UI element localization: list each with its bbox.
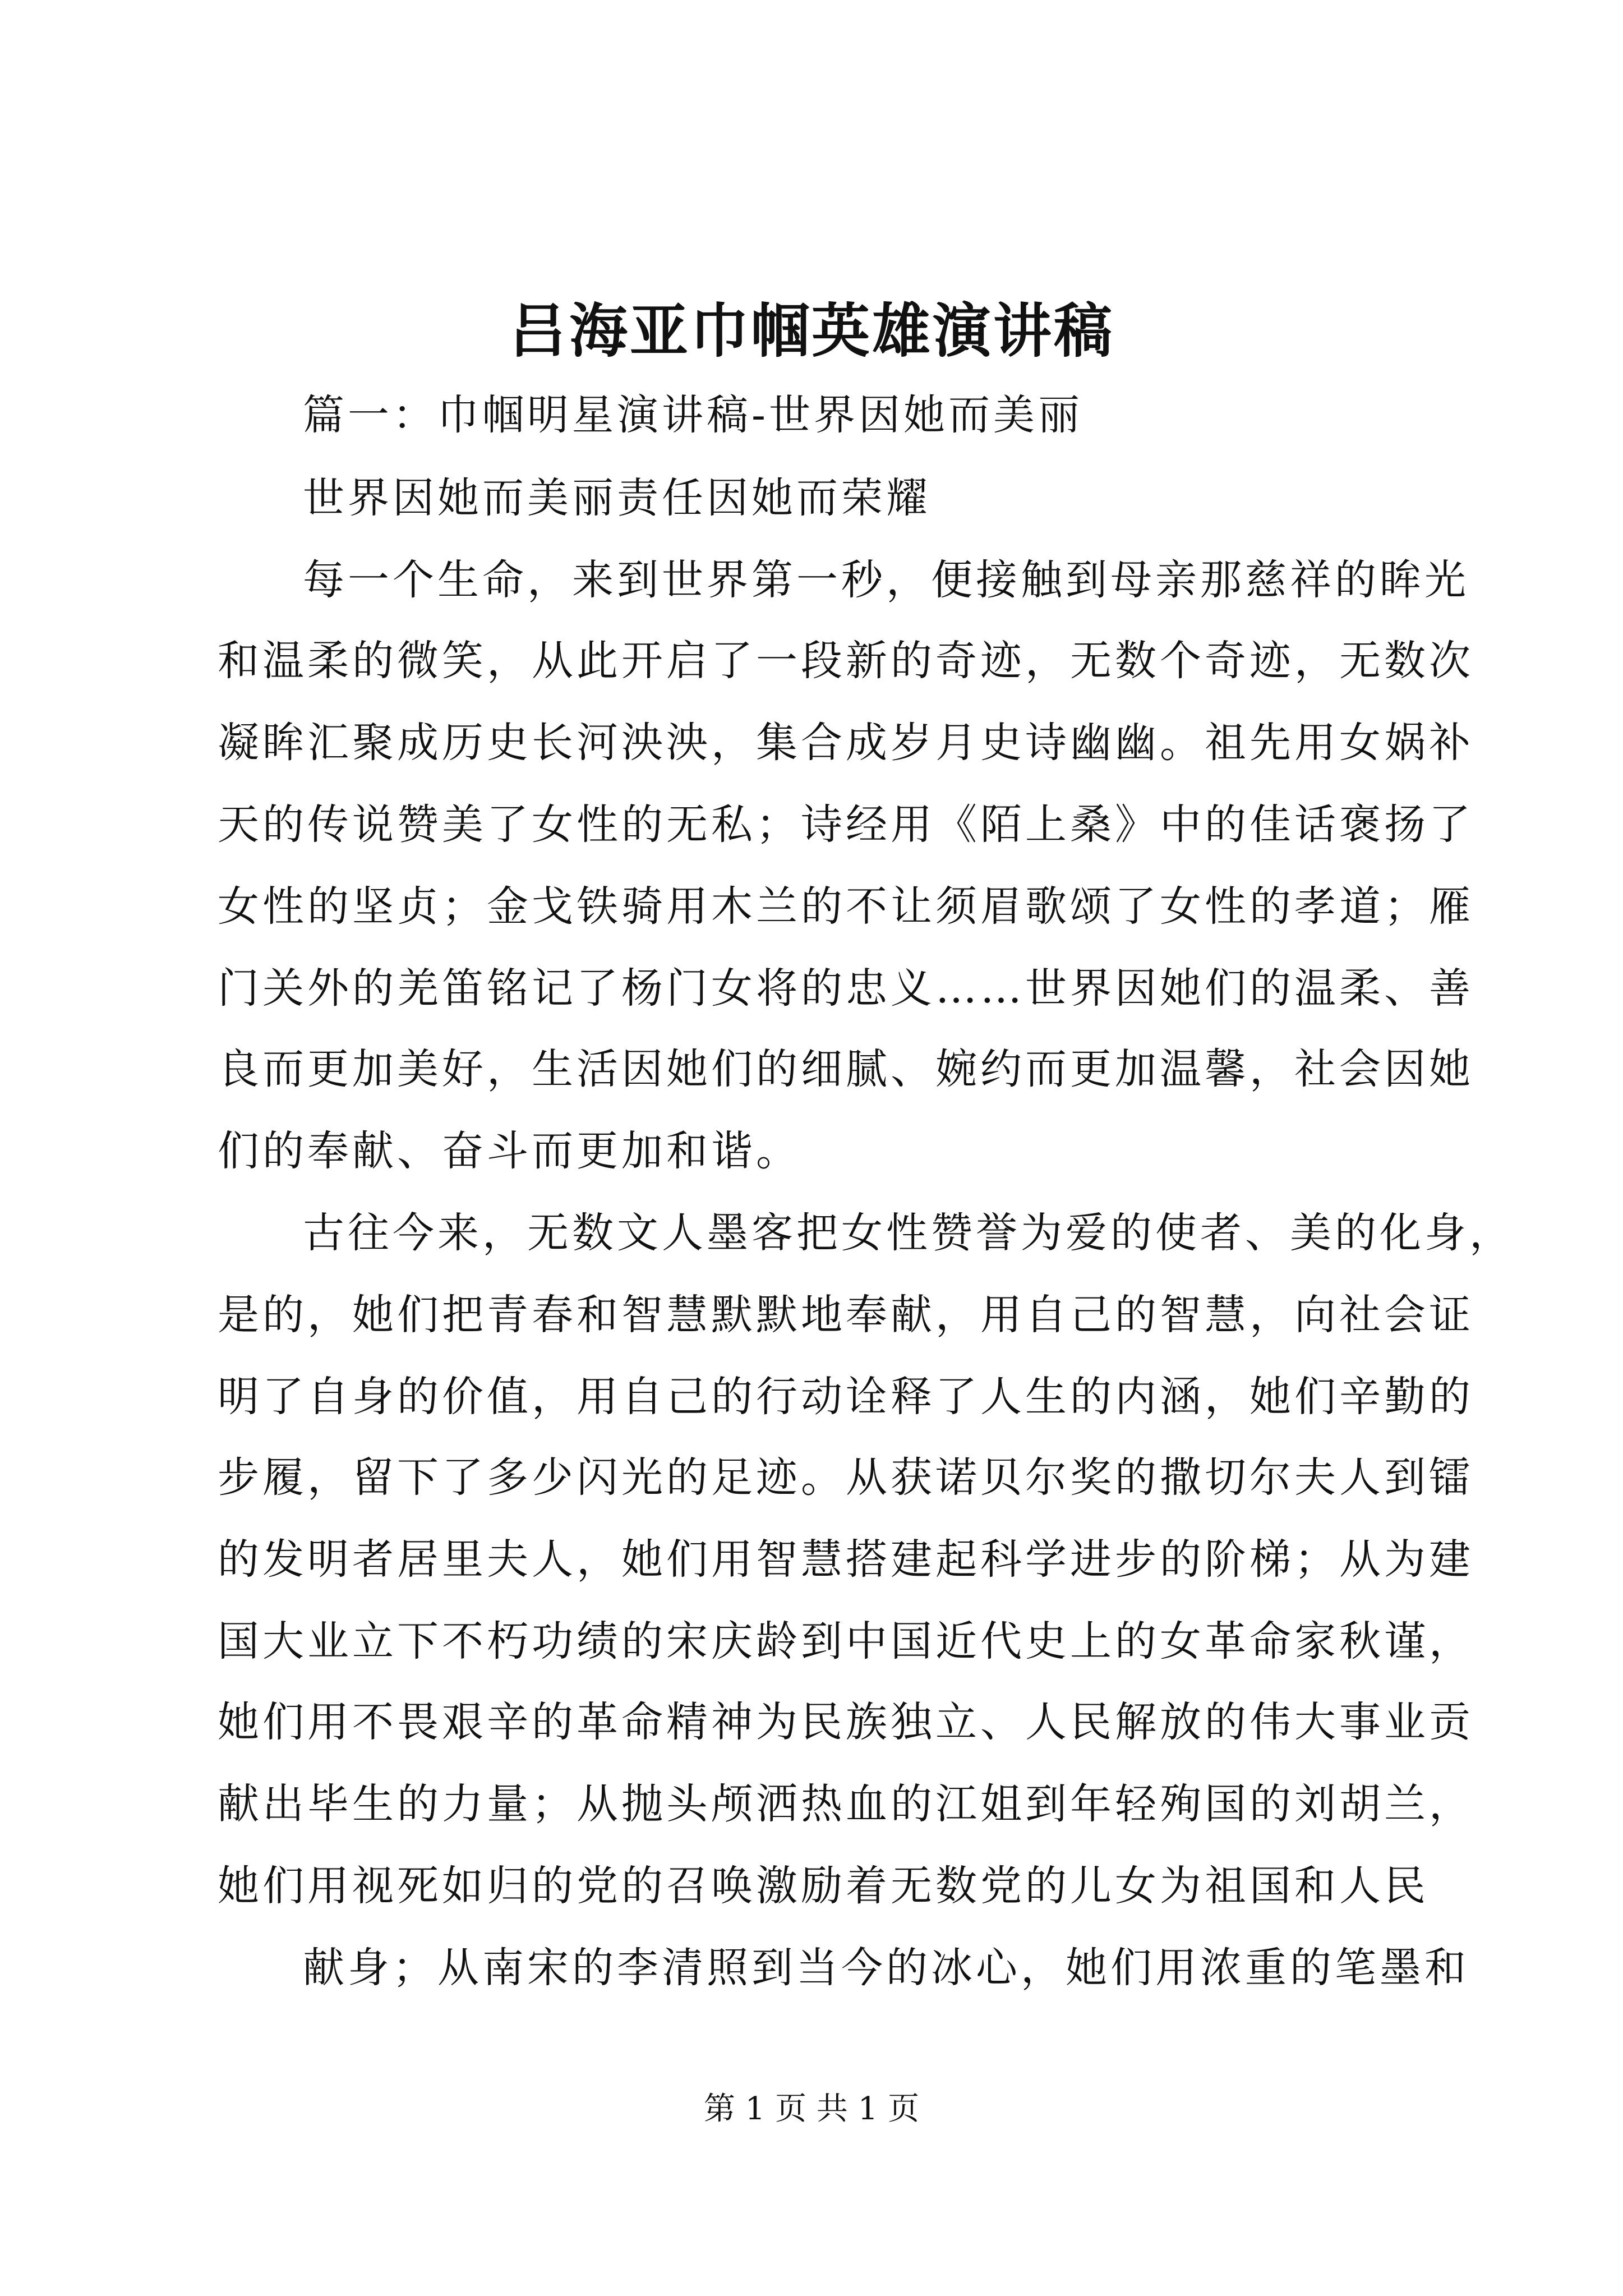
page-number-footer: 第 1 页 共 1 页 — [703, 2091, 920, 2127]
document-title: 吕海亚巾帼英雄演讲稿 — [508, 296, 1114, 365]
paragraph-line: 明了自身的价值，用自己的行动诠释了人生的内涵，她们辛勤的 — [218, 1373, 1474, 1421]
paragraph-line: 天的传说赞美了女性的无私；诗经用《陌上桑》中的佳话褒扬了 — [218, 800, 1474, 849]
paragraph-line: 献出毕生的力量；从抛头颅洒热血的江姐到年轻殉国的刘胡兰， — [218, 1780, 1474, 1828]
paragraph-line: 门关外的羌笛铭记了杨门女将的忠义……世界因她们的温柔、善 — [218, 964, 1474, 1013]
paragraph-line: 古往今来，无数文人墨客把女性赞誉为爱的使者、美的化身， — [303, 1209, 1514, 1257]
paragraph-line: 的发明者居里夫人，她们用智慧搭建起科学进步的阶梯；从为建 — [218, 1535, 1474, 1584]
paragraph-line: 每一个生命，来到世界第一秒，便接触到母亲那慈祥的眸光 — [303, 556, 1469, 604]
paragraph-line: 良而更加美好，生活因她们的细腻、婉约而更加温馨，社会因她 — [218, 1045, 1474, 1093]
paragraph-line: 们的奉献、奋斗而更加和谐。 — [218, 1127, 801, 1175]
paragraph-line: 和温柔的微笑，从此开启了一段新的奇迹，无数个奇迹，无数次 — [218, 637, 1474, 685]
paragraph-line: 步履，留下了多少闪光的足迹。从获诺贝尔奖的撒切尔夫人到镭 — [218, 1453, 1474, 1502]
section-heading: 篇一：巾帼明星演讲稿-世界因她而美丽 — [303, 391, 1083, 439]
paragraph-line: 她们用不畏艰辛的革命精神为民族独立、人民解放的伟大事业贡 — [218, 1698, 1474, 1746]
paragraph-line: 国大业立下不朽功绩的宋庆龄到中国近代史上的女革命家秋谨， — [218, 1617, 1474, 1665]
paragraph-line: 女性的坚贞；金戈铁骑用木兰的不让须眉歌颂了女性的孝道；雁 — [218, 882, 1474, 931]
section-tagline: 世界因她而美丽责任因她而荣耀 — [303, 474, 931, 522]
paragraph-line: 是的，她们把青春和智慧默默地奉献，用自己的智慧，向社会证 — [218, 1291, 1474, 1339]
paragraph-line: 凝眸汇聚成历史长河泱泱，集合成岁月史诗幽幽。祖先用女娲补 — [218, 719, 1474, 767]
paragraph-line: 献身；从南宋的李清照到当今的冰心，她们用浓重的笔墨和 — [303, 1944, 1469, 1992]
paragraph-line: 她们用视死如归的党的召唤激励着无数党的儿女为祖国和人民 — [218, 1862, 1429, 1910]
